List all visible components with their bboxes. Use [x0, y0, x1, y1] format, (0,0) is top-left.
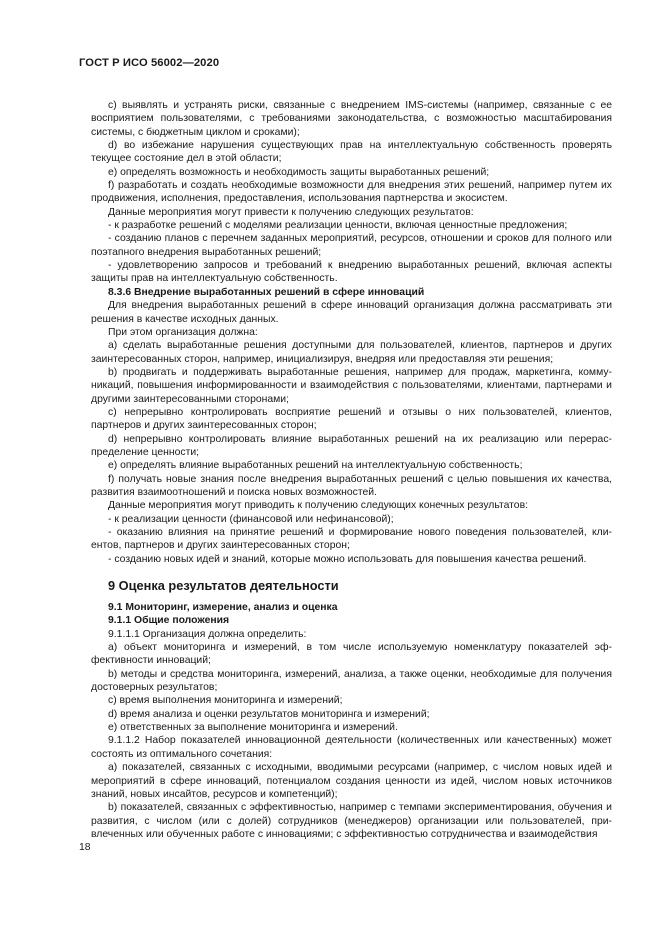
paragraph: c) время выполнения мониторинга и измерений; — [108, 695, 343, 707]
paragraph: Данные мероприятия могут привести к получению следующих результатов: — [108, 206, 474, 218]
standard-header: ГОСТ Р ИСО 56002—2020 — [79, 57, 220, 69]
list-item: - созданию планов с перечнем заданных мероприятий, ресурсов, отношении и сроков для полного или поэтапного внедрения выработанных решений; — [91, 233, 612, 258]
page-number: 18 — [79, 842, 91, 853]
paragraph: Данные мероприятия могут приводить к получению следующих конечных результатов: — [108, 500, 528, 512]
paragraph: 9.1.1.1 Организация должна определить: — [108, 628, 307, 640]
paragraph: d) во избежание нарушения существующих прав на интеллектуальную собственность проверять текущее состояние дел в этой области; — [91, 140, 612, 165]
section-heading-9: 9 Оценка результатов деятельности — [108, 578, 339, 594]
paragraph: a) объект мониторинга и измерений, в том числе используемую номенклатуру показателей эффективности инноваций; — [91, 642, 612, 667]
paragraph: f) разработать и создать необходимые возможности для внедрения этих решений, например путем их продвижения, исполнения, предоставления, использования партнерства и экосистем. — [91, 180, 612, 205]
section-heading-8-3-6: 8.3.6 Внедрение выработанных решений в сфере инноваций — [108, 286, 425, 298]
list-item: - к реализации ценности (финансовой или нефинансовой); — [108, 513, 394, 525]
document-body — [91, 99, 612, 841]
paragraph: e) определять влияние выработанных решений на интеллектуальную собственность; — [108, 460, 523, 472]
section-heading-9-1: 9.1 Мониторинг, измерение, анализ и оценка — [108, 602, 338, 614]
paragraph: e) ответственных за выполнение мониторинга и измерений. — [108, 722, 398, 734]
list-item: - оказанию влияния на принятие решений и формирование нового поведения пользователей, клиентов, партнеров и других заинтересованных сторон; — [91, 527, 612, 552]
paragraph: e) определять возможность и необходимость защиты выработанных решений; — [108, 166, 490, 178]
paragraph: b) продвигать и поддерживать выработанные решения, например для продаж, маркетинга, коммуникаций, повышения информированности и взаимодействия с пользователями, клиентами, партнерами и другими заинтересованными сторонами; — [91, 366, 612, 405]
paragraph: b) показателей, связанных с эффективностью, например с темпами экспериментирования, обучения и развития, с числом (или с долей) сотрудников (менеджеров) организации или пользователей, привлеченных или обученных работе с инновациями; с эффективностью сотрудничества и взаимодействия — [91, 802, 612, 840]
paragraph: c) непрерывно контролировать восприятие решений и отзывы о них пользователей, клиентов, партнеров и других заинтересованных сторон; — [91, 406, 612, 432]
paragraph: d) время анализа и оценки результатов мониторинга и измерений; — [108, 708, 430, 720]
list-item: - созданию новых идей и знаний, которые можно использовать для повышения качества решений. — [108, 553, 587, 565]
paragraph: При этом организация должна: — [108, 326, 258, 338]
paragraph: a) показателей, связанных с исходными, вводимыми ресурсами (например, с числом новых идей и мероприятий в сфере инноваций, потенциалом создания ценности из идей, числом новых источников знаний, новых инсайтов, ресурсов и компетенций); — [91, 762, 612, 800]
paragraph: 9.1.1.2 Набор показателей инновационной деятельности (количественных или качественных) может состоять из оптимального сочетания: — [91, 735, 612, 760]
paragraph: Для внедрения выработанных решений в сфере инноваций организация должна рассматривать эти решения в качестве исходных данных. — [91, 300, 612, 325]
paragraph: a) сделать выработанные решения доступными для пользователей, клиентов, партнеров и других заинтересованных сторон, например, инициализируя, внедряя или предоставляя эти решения; — [91, 340, 612, 365]
paragraph: c) выявлять и устранять риски, связанные с внедрением IMS-системы (например, связанные с ее восприятием пользователями, с требованиями законодательства, с возможностью масштабирования системы, с бюджетным циклом и сроками); — [91, 100, 612, 138]
section-heading-9-1-1: 9.1.1 Общие положения — [108, 615, 230, 627]
list-item: - удовлетворению запросов и требований к внедрению выработанных решений, включая аспекты защиты прав на интеллектуальную собственность. — [91, 260, 612, 285]
paragraph: f) получать новые знания после внедрения выработанных решений с целью повышения их качества, развития взаимоотношений и поиска новых возможностей. — [91, 473, 612, 498]
list-item: - к разработке решений с моделями реализации ценности, включая ценностные предложения; — [108, 220, 568, 232]
paragraph: d) непрерывно контролировать влияние выработанных решений на их реализацию или перераспределение ценности; — [91, 433, 612, 458]
paragraph: b) методы и средства мониторинга, измерений, анализа, а также оценки, необходимые для получения достоверных результатов; — [91, 668, 612, 694]
